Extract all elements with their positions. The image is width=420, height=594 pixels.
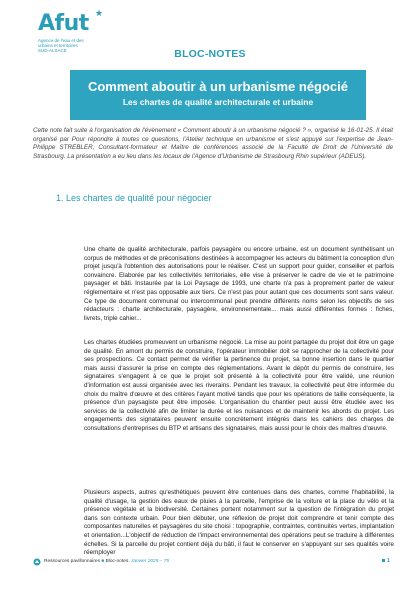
body-paragraph-1: Une charte de qualité architecturale, parfois paysagère ou encore urbaine, est un document synthétisant un corpus de méthodes et de préconisations destinées à accompagner les acteurs du bâtiment la conception d'un projet jusqu'à l'obtention des autorisations pour le réaliser. C'est un support pour guider, conseiller et parfois convaincre. Elaborée par les collectivités territoriales, elle vise à préserver le cadre de vie et le patrimoine paysager et bâti. Instaurée par la Loi Paysage de 1993, une charte n'a pas à proprement parler de valeur réglementaire et n'est pas opposable aux tiers. Ce n'est pas pour autant que ces documents sont sans valeur. Ce type de document communal ou intercommunal peut prendre différents noms selon les objectifs de ses rédacteurs : charte architecturale, paysagère, environnementale... mais aussi différentes formes : fiches, livrets, triple cahier... <box>84 246 394 322</box>
logo-wordmark: Afut <box>38 11 89 36</box>
afut-mark-icon <box>33 558 41 566</box>
section-heading: 1. Les chartes de qualité pour négocier <box>56 193 212 203</box>
logo-tagline: Agence de l'eau et des urbains et territoires SUD-ALSACE <box>38 38 84 54</box>
page-subtitle: Les chartes de qualité architecturale et urbaine <box>122 97 314 107</box>
footer-series: Ressources pavillonnaires <box>44 559 100 564</box>
document-type-label: BLOC-NOTES <box>174 48 246 60</box>
body-paragraph-3: Plusieurs aspects, autres qu'esthétiques peuvent être contenues dans des chartes, comme l'habitabilité, la qualité d'usage, la gestion des eaux de pluies à la parcelle, l'emprise de la voiture et la place du vélo et la présence végétale et la biodiversité. Certaines portent notamment sur la question de l'intégration du projet dans son contexte urbain. Pour bien débuter, une réflexion de projet doit comprendre et tenir compte des composantes naturelles et paysagères du site choisi : topographie, contraintes, continuités vertes, implantation et orientation...L'objectif de réduction de l'impact environnemental des opérations peut se traduire à différentes échelles. Si la parcelle du projet contient déjà du bâti, il faut le conserver en s'appuyant sur ses qualités voire réemployer <box>84 489 394 557</box>
star-icon: ★ <box>95 9 103 19</box>
footer-date: Janvier 2025 – 75 <box>130 559 170 564</box>
intro-paragraph: Cette note fait suite à l'organisation de l'évènement « Comment aboutir à un urbanisme négocié ? », organisé le 16-01-25. Il était organisé par Pour répondre à toutes ce questions, l'Atelier technique en urbanisme et s'est appuyé sur l'expertise de Jean-Philippe STREBLER, Consultant-formateur et Maître de conférences associé de la Faculté de Droit de l'Université de Strasbourg. La présentation a eu lieu dans les locaux de l'Agence d'Urbanisme de Strasbourg Rhin supérieur (ADEUS). <box>33 127 393 160</box>
body-paragraph-2: Les chartes étudiées promeuvent un urbanisme négocié. La mise au point partagée du projet doit être un gage de qualité. En amont du permis de construire, l'opérateur immobilier doit se rapprocher de la collectivité pour ses prospections. Ce contact permet de vérifier la pertinence du projet, sa bonne insertion dans le quartier mais aussi d'assurer la prise en compte des réglementations. Avant le dépôt du permis de construire, les signataires s'engagent à ce que le projet soit présenté à la collectivité pour être validé, une réunion d'information est aussi organisée avec les riverains. Pendant les travaux, la collectivité peut être informée du choix du maître d'œuvre et des critères l'ayant motivé tandis que pour les opérations de taille conséquente, la présence d'un paysagiste peut être imposée. L'organisation du chantier peut aussi être étudiée avec les services de la collectivité afin de limiter la durée et les nuisances et de maintenir les abords du projet. Les engagements des signataires peuvent ensuite concrètement intégrés dans les cahiers des charges de consultations d'entreprises du BTP et artisans des signataires, mais aussi pour le choix des maîtres d'œuvre. <box>84 339 394 432</box>
footer-type: Bloc-notes. <box>105 559 130 564</box>
footer-separator: ■ <box>100 559 106 564</box>
page-footer <box>33 558 393 570</box>
square-icon <box>382 559 385 562</box>
page-number-value: 1 <box>386 558 390 564</box>
title-banner <box>70 70 366 120</box>
page-number <box>382 558 390 564</box>
page-title: Comment aboutir à un urbanisme négocié <box>87 79 349 94</box>
